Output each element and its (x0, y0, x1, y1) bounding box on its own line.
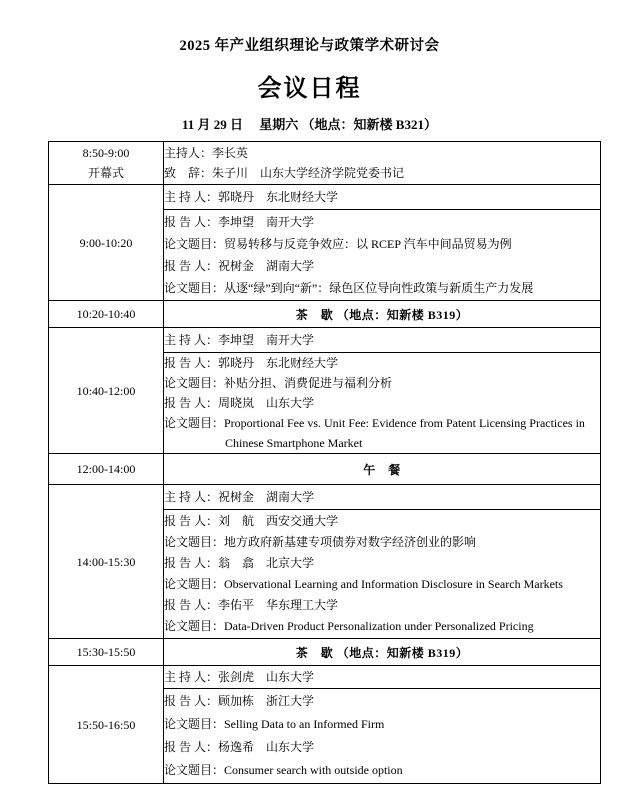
speaker-line: 报 告 人：李佑平 华东理工大学 (164, 598, 339, 612)
time-cell: 12:00-14:00 (49, 454, 164, 485)
time-cell: 10:20-10:40 (49, 301, 164, 328)
paper-title-line: 论文题目：Proportional Fee vs. Unit Fee: Evidence from Patent Licensing Practices in Chinese Smartphone Market (164, 416, 585, 450)
schedule-title: 会议日程 (257, 76, 362, 102)
session-row-morning2-chair (49, 328, 601, 353)
break-cell: 午 餐 (164, 454, 601, 485)
paper-title-line: 论文题目：Consumer search with outside option (164, 763, 403, 777)
schedule-table (48, 141, 601, 784)
time-text: 8:50-9:00 (82, 146, 130, 160)
paper-title-line: 论文题目：Selling Data to an Informed Firm (164, 717, 385, 731)
speaker-line: 报 告 人：翁 翕 北京大学 (164, 556, 315, 570)
chair-cell (164, 328, 601, 353)
break-cell: 茶 歇 （地点：知新楼 B319） (164, 639, 601, 666)
session-subtitle: 开幕式 (87, 166, 124, 180)
chair-line: 主 持 人：祝树金 湖南大学 (164, 490, 315, 504)
speaker-line: 报 告 人：李坤望 南开大学 (164, 215, 315, 229)
time-cell: 15:30-15:50 (49, 639, 164, 666)
time-cell: 15:50-16:50 (49, 666, 164, 784)
session-row-afternoon1-chair (49, 485, 601, 510)
session-row-afternoon2-chair (49, 666, 601, 689)
paper-title-line: 论文题目：Data-Driven Product Personalization under Personalized Pricing (164, 619, 534, 633)
speaker-line: 报 告 人：周晓岚 山东大学 (164, 396, 315, 410)
break-row-lunch (49, 454, 601, 485)
talks-cell (164, 210, 601, 301)
paper-title-line: 论文题目：贸易转移与反竞争效应：以 RCEP 汽车中间品贸易为例 (164, 237, 512, 251)
time-cell: 14:00-15:30 (49, 485, 164, 639)
chair-cell (164, 485, 601, 510)
paper-title-line: 论文题目：地方政府新基建专项债券对数字经济创业的影响 (164, 535, 477, 549)
chair-line: 主 持 人：李坤望 南开大学 (164, 333, 315, 347)
talks-cell (164, 510, 601, 639)
speech-line: 致 辞：朱子川 山东大学经济学院党委书记 (164, 166, 405, 180)
speaker-line: 报 告 人：刘 航 西安交通大学 (164, 514, 339, 528)
paper-title-line: 论文题目：补贴分担、消费促进与福利分析 (164, 376, 393, 390)
speaker-line: 报 告 人：顾加栋 浙江大学 (164, 694, 315, 708)
date-location-line: 11 月 29 日 星期六 （地点：知新楼 B321） (182, 117, 437, 132)
session-row-morning1-chair (49, 185, 601, 210)
paper-title-line: 论文题目：Observational Learning and Information Disclosure in Search Markets (164, 577, 563, 591)
chair-line: 主 持 人：张剑虎 山东大学 (164, 670, 315, 684)
speaker-line: 报 告 人：郭晓丹 东北财经大学 (164, 356, 339, 370)
chair-line: 主持人：李长英 (164, 146, 249, 160)
break-cell: 茶 歇 （地点：知新楼 B319） (164, 301, 601, 328)
break-row-tea1 (49, 301, 601, 328)
talks-cell (164, 689, 601, 784)
session-content-cell (164, 142, 601, 185)
session-row-opening (49, 142, 601, 185)
paper-title-line: 论文题目：从逐“绿”到向“新”：绿色区位导向性政策与新质生产力发展 (164, 281, 534, 295)
conference-title: 2025 年产业组织理论与政策学术研讨会 (179, 38, 440, 54)
speaker-line: 报 告 人：杨逸希 山东大学 (164, 740, 315, 754)
chair-line: 主 持 人：郭晓丹 东北财经大学 (164, 190, 339, 204)
talks-cell (164, 353, 601, 454)
speaker-line: 报 告 人：祝树金 湖南大学 (164, 259, 315, 273)
chair-cell (164, 185, 601, 210)
break-row-tea2 (49, 639, 601, 666)
time-cell: 10:40-12:00 (49, 328, 164, 454)
chair-cell (164, 666, 601, 689)
time-cell (49, 142, 164, 185)
time-cell: 9:00-10:20 (49, 185, 164, 301)
